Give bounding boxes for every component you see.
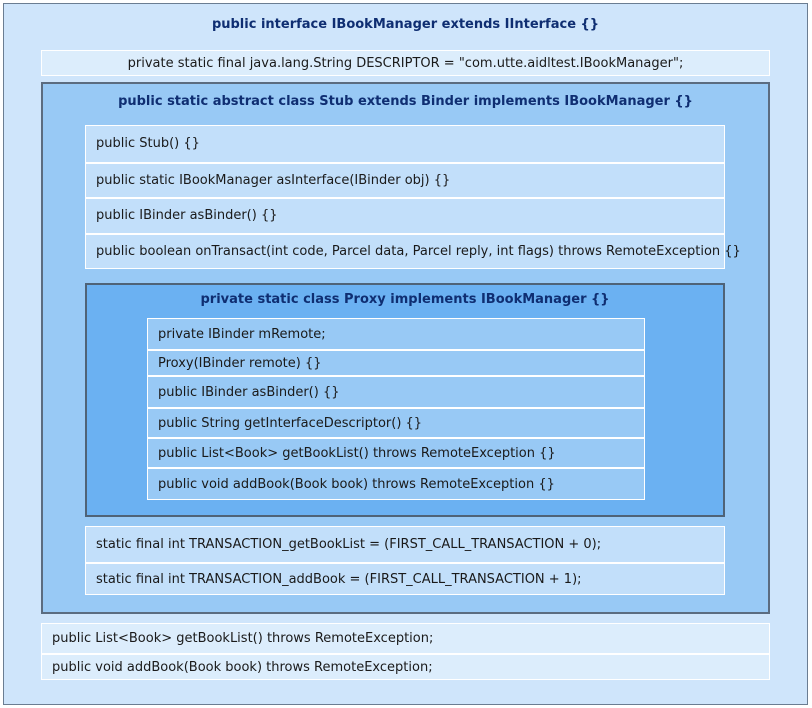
interface-method-item: public List<Book> getBookList() throws RemoteException; (52, 630, 434, 646)
proxy-members-list (147, 318, 645, 500)
interface-method-item: public void addBook(Book book) throws RemoteException; (42, 653, 769, 682)
stub-class-title: public static abstract class Stub extends Binder implements IBookManager {} (118, 94, 693, 109)
stub-method-item: public Stub() {} (96, 136, 200, 152)
proxy-member-item: public void addBook(Book book) throws RemoteException {} (148, 467, 644, 499)
proxy-class-title: private static class Proxy implements IBookManager {} (200, 292, 610, 307)
stub-method-item: public IBinder asBinder() {} (86, 197, 724, 233)
descriptor-field: private static final java.lang.String DESCRIPTOR = "com.utte.aidltest.IBookManager"; (127, 55, 684, 71)
proxy-member-item: public List<Book> getBookList() throws RemoteException {} (148, 437, 644, 467)
stub-method-item: public static IBookManager asInterface(IBinder obj) {} (86, 162, 724, 198)
transaction-constant-item: static final int TRANSACTION_getBookList = (FIRST_CALL_TRANSACTION + 0); (96, 536, 602, 552)
proxy-member-item: Proxy(IBinder remote) {} (148, 349, 644, 375)
descriptor-field-box (41, 50, 770, 76)
stub-transactions-list (85, 526, 725, 595)
proxy-member-item: public IBinder asBinder() {} (148, 375, 644, 407)
interface-methods-list (41, 623, 770, 680)
interface-title: public interface IBookManager extends IInterface {} (211, 17, 600, 32)
proxy-member-item: public String getInterfaceDescriptor() {} (148, 407, 644, 437)
proxy-member-item: private IBinder mRemote; (158, 326, 326, 342)
stub-method-item: public boolean onTransact(int code, Parcel data, Parcel reply, int flags) throws RemoteException {} (86, 233, 724, 269)
stub-methods-list (85, 125, 741, 269)
transaction-constant-item: static final int TRANSACTION_addBook = (FIRST_CALL_TRANSACTION + 1); (86, 562, 724, 597)
